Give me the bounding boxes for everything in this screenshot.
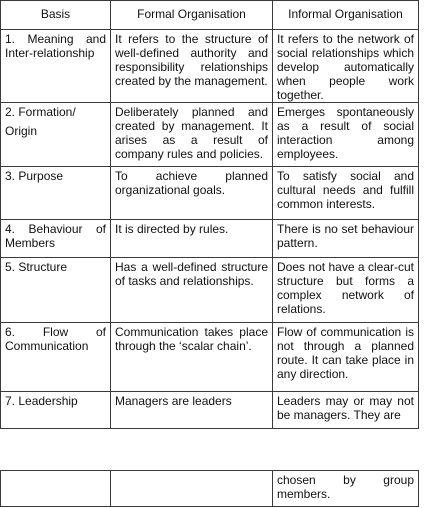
row-informal-structure: Does not have a clear-cut structure but forms a complex network of relations. [273, 258, 419, 323]
header-informal-organisation: Informal Organisation [273, 1, 419, 30]
row-basis-leadership: 7. Leadership [1, 392, 111, 429]
row-basis-communication: 6. Flow of Communication [1, 323, 111, 392]
table-row [1, 103, 419, 167]
row-formal-communication: Communication takes place through the ‘scalar chain’. [111, 323, 273, 392]
row-informal-meaning: It refers to the network of social relationships which develop automatically when people work together. [273, 30, 419, 103]
row-basis-structure: 5. Structure [1, 258, 111, 323]
row-basis-meaning: 1. Meaning and Inter-relationship [1, 30, 111, 103]
row-basis-formation-line2: Origin [5, 124, 38, 138]
row-basis-formation [1, 103, 111, 167]
row-basis-purpose: 3. Purpose [1, 167, 111, 220]
row-formal-purpose: To achieve planned organizational goals. [111, 167, 273, 220]
row-informal-formation: Emerges spontaneously as a result of social interaction among employees. [273, 103, 419, 167]
continuation-formal [111, 471, 273, 507]
table-row [1, 30, 419, 103]
row-basis-formation-line1: 2. Formation/ [5, 105, 76, 119]
table-row [1, 323, 419, 392]
row-formal-behaviour: It is directed by rules. [111, 220, 273, 258]
row-basis-behaviour: 4. Behaviour of Members [1, 220, 111, 258]
header-formal-organisation: Formal Organisation [111, 1, 273, 30]
row-informal-communication: Flow of communication is not through a planned route. It can take place in any direction. [273, 323, 419, 392]
table-header-row [1, 1, 419, 30]
row-formal-formation: Deliberately planned and created by management. It arises as a result of company rules and policies. [111, 103, 273, 167]
row-informal-purpose: To satisfy social and cultural needs and fulfill common interests. [273, 167, 419, 220]
continuation-basis [1, 471, 111, 507]
header-basis: Basis [1, 1, 111, 30]
row-informal-behaviour: There is no set behaviour pattern. [273, 220, 419, 258]
continuation-table [0, 470, 419, 507]
row-formal-structure: Has a well-defined structure of tasks and relationships. [111, 258, 273, 323]
table-row [1, 167, 419, 220]
row-formal-meaning: It refers to the structure of well-defined authority and responsibility relationships created by the management. [111, 30, 273, 103]
table-row [1, 471, 419, 507]
row-formal-leadership: Managers are leaders [111, 392, 273, 429]
table-row [1, 258, 419, 323]
continuation-informal: chosen by group members. [273, 471, 419, 507]
table-row [1, 392, 419, 429]
table-row [1, 220, 419, 258]
row-informal-leadership: Leaders may or may not be managers. They are [273, 392, 419, 429]
